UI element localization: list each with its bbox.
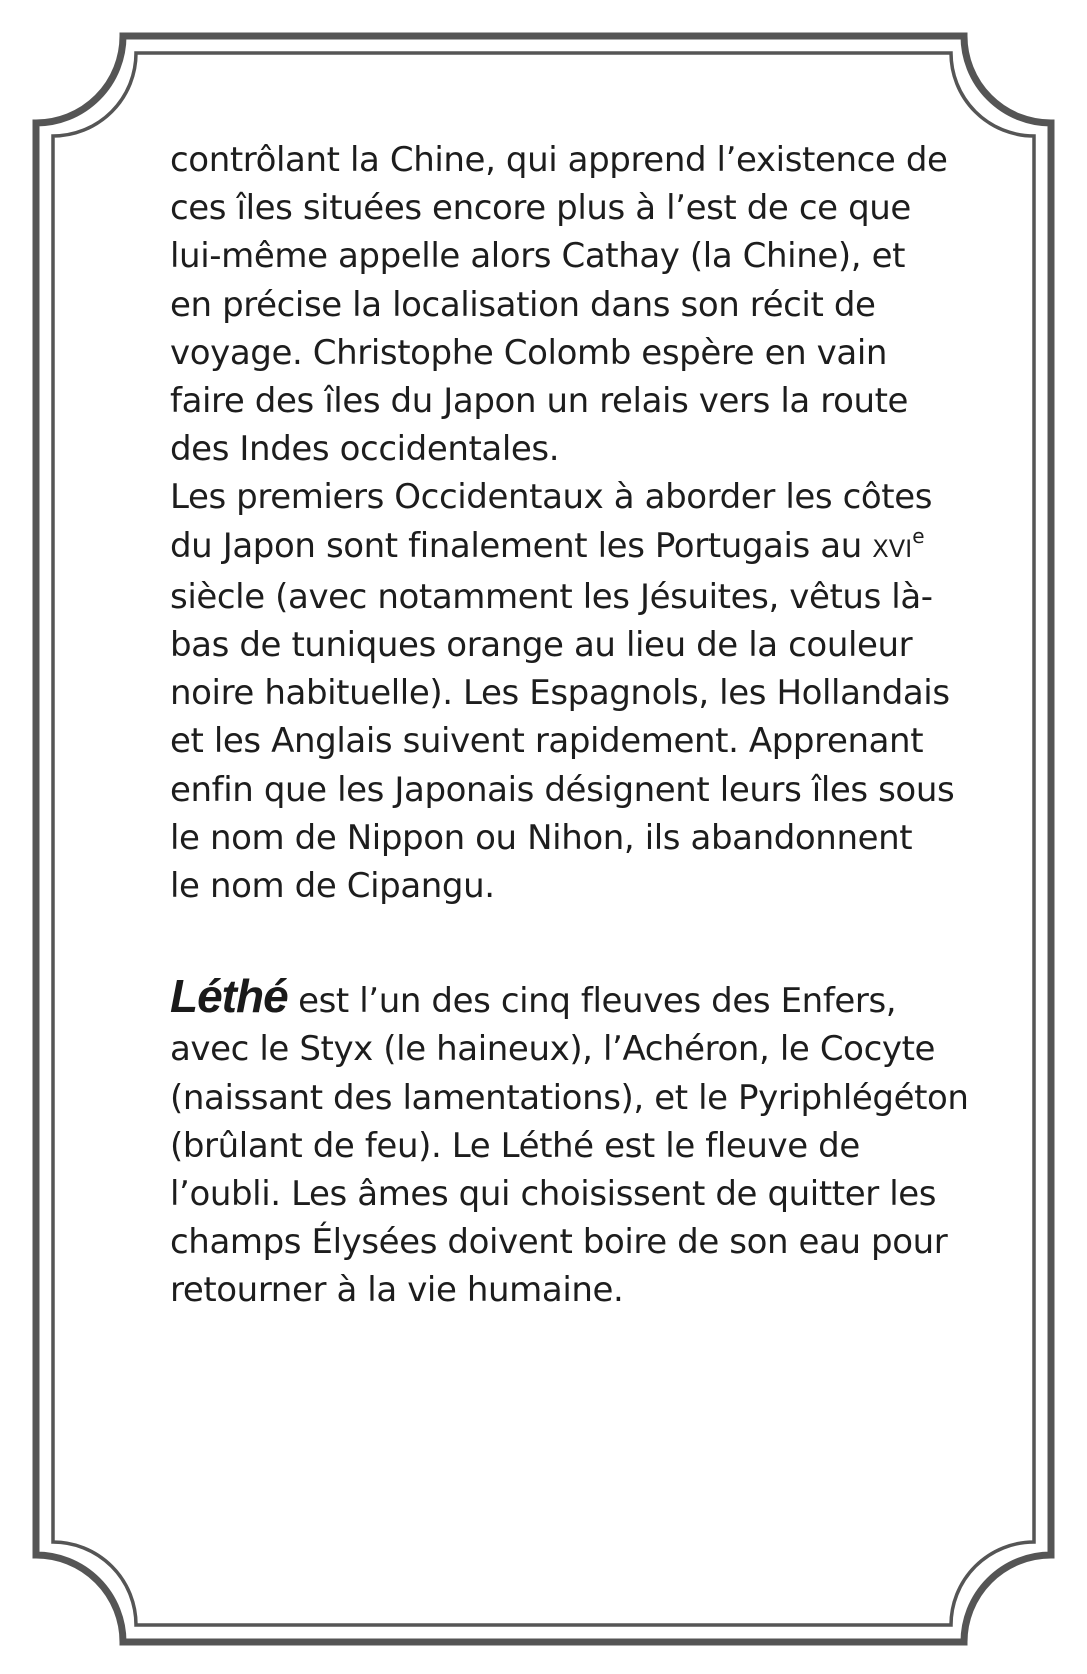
text-line: lui-même appelle alors Cathay (la Chine), et xyxy=(170,236,906,277)
paragraph-spacer xyxy=(170,910,950,972)
text-line: le nom de Cipangu. xyxy=(170,866,495,907)
text-fragment: du Japon sont finalement les Portugais au xyxy=(170,525,873,566)
glossary-first-line xyxy=(170,972,950,1025)
text-line: (brûlant de feu). Le Léthé est le fleuve de xyxy=(170,1125,860,1166)
page-text xyxy=(170,136,969,1315)
text-line: le nom de Nippon ou Nihon, ils abandonnent xyxy=(170,817,913,858)
text-line: enfin que les Japonais désignent leurs îles sous xyxy=(170,769,955,810)
text-line: en précise la localisation dans son récit de xyxy=(170,284,876,325)
paragraph-cipangu-history xyxy=(170,136,950,473)
paragraph-occidentals-arrival xyxy=(170,473,955,910)
text-line: bas de tuniques orange au lieu de la couleur xyxy=(170,625,913,666)
text-line: retourner à la vie humaine. xyxy=(170,1270,624,1311)
text-line: avec le Styx (le haineux), l’Achéron, le Cocyte xyxy=(170,1029,936,1070)
text-line-with-century xyxy=(170,522,950,573)
text-line: ces îles situées encore plus à l’est de ce que xyxy=(170,188,911,229)
text-line: noire habituelle). Les Espagnols, les Hollandais xyxy=(170,673,950,714)
text-line: des Indes occidentales. xyxy=(170,429,560,470)
text-line: voyage. Christophe Colomb espère en vain xyxy=(170,332,888,373)
century-suffix: e xyxy=(912,523,925,548)
text-line: l’oubli. Les âmes qui choisissent de quitter les xyxy=(170,1174,937,1215)
glossary-term: Léthé xyxy=(170,970,288,1023)
text-line: contrôlant la Chine, qui apprend l’existence de xyxy=(170,140,948,180)
century-numeral: XVI xyxy=(872,534,913,563)
glossary-entry-lethe xyxy=(170,970,969,1314)
text-line: et les Anglais suivent rapidement. Apprenant xyxy=(170,721,924,762)
text-line: champs Élysées doivent boire de son eau pour xyxy=(170,1222,948,1263)
text-line: (naissant des lamentations), et le Pyriphlégéton xyxy=(170,1077,969,1118)
text-line: Les premiers Occidentaux à aborder les côtes xyxy=(170,477,933,518)
text-line: faire des îles du Japon un relais vers la route xyxy=(170,381,909,422)
text-fragment: est l’un des cinq fleuves des Enfers, xyxy=(287,981,897,1022)
text-line: siècle (avec notamment les Jésuites, vêtus là- xyxy=(170,576,933,617)
